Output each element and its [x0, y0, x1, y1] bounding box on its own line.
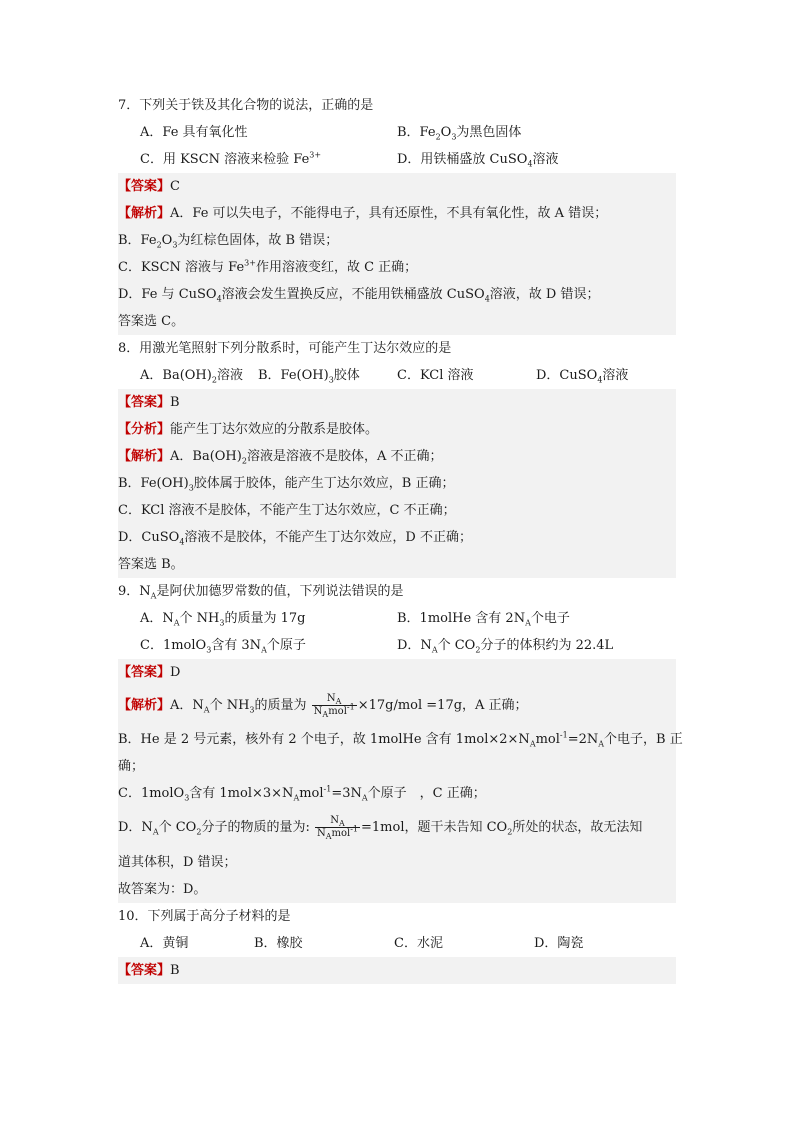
q7-solution-block	[118, 173, 676, 335]
q9-answer: 【答案】D	[118, 665, 181, 680]
q9-option-c: C．1molO$_3$含有 $3N_A$个原子	[140, 638, 306, 655]
q9-analysis-line: 确；	[118, 759, 145, 774]
q10-option-a: A．黄铜	[140, 936, 189, 951]
q7-option-a: A．Fe 具有氧化性	[140, 125, 248, 140]
q8-option-b: B．$Fe(OH)_3$胶体	[258, 368, 360, 385]
q10-stem: 10．下列属于高分子材料的是	[118, 909, 291, 924]
q10-option-c: C．水泥	[394, 936, 443, 951]
q9-conclusion: 故答案为：D。	[118, 882, 207, 897]
q7-option-c: C．用 KSCN 溶液来检验 $Fe^{3+}$	[140, 150, 322, 167]
q8-analysis-line: C．KCl 溶液不是胶体，不能产生丁达尔效应，C 不正确；	[118, 503, 456, 518]
q7-option-b: B．$Fe_2O_3$为黑色固体	[397, 125, 522, 142]
document-page	[118, 92, 683, 984]
q10-solution-block	[118, 957, 676, 984]
q9-fraction: $\frac{N_A}{N_Amol^{-1}}$	[313, 693, 355, 719]
q8-option-a: A．$Ba(OH)_2$溶液	[140, 368, 243, 385]
q7-analysis-line: C．KSCN 溶液与 $Fe^{3+}$作用溶液变红，故 C 正确；	[118, 258, 418, 275]
q9-analysis-line: 道其体积，D 错误；	[118, 855, 237, 870]
q7-answer: 【答案】C	[118, 179, 180, 194]
q9-option-d: D．$N_A$个 $CO_2$分子的体积约为 22.4L	[397, 638, 614, 655]
q10-options-row	[118, 930, 676, 957]
q10-option-d: D．陶瓷	[534, 936, 584, 951]
q8-options-row	[118, 362, 676, 389]
q9-stem: 9．$N_A$是阿伏加德罗常数的值，下列说法错误的是	[118, 584, 404, 601]
q9-analysis-line: D．$N_A$个 $CO_2$分子的物质的量为: $\frac{N_A}{N_Amol^{-1}}$ =1mol，题干未告知 $CO_2$所处的状态，故无法知	[118, 815, 643, 841]
q9-options-row1	[118, 605, 676, 632]
q8-stem: 8．用激光笔照射下列分散系时，可能产生丁达尔效应的是	[118, 341, 452, 356]
q9-fraction: $\frac{N_A}{N_Amol^{-1}}$	[316, 815, 358, 841]
q7-options-row1	[118, 119, 676, 146]
q9-option-b: B．1molHe 含有 $2N_A$个电子	[397, 611, 570, 628]
q8-option-d: D．CuSO$_4$溶液	[536, 368, 629, 385]
q9-options-row2	[118, 632, 676, 659]
q7-analysis-line: D．Fe 与 CuSO$_4$溶液会发生置换反应，不能用铁桶盛放 CuSO$_4$溶液，故 D 错误；	[118, 287, 600, 304]
q9-solution-block	[118, 659, 683, 903]
q8-solution-block	[118, 389, 676, 578]
q9-analysis-line: 【解析】A．$N_A$个 $NH_3$的质量为 $\frac{N_A}{N_Amol^{-1}}$ ×17g/mol =17g，A 正确；	[118, 693, 528, 719]
q8-analysis-line: D．CuSO$_4$溶液不是胶体，不能产生丁达尔效应，D 不正确；	[118, 530, 472, 547]
q9-analysis-line: C．1molO$_3$含有 $1mol\times 3\times N_Amol^{-1}=3N_A$个原子 ，C 正确；	[118, 784, 486, 803]
q8-analysis-summary: 【分析】能产生丁达尔效应的分散系是胶体。	[118, 422, 379, 437]
q8-analysis-line: B．$Fe(OH)_3$胶体属于胶体，能产生丁达尔效应，B 正确；	[118, 476, 455, 493]
q9-option-a: A．$N_A$个 $NH_3$的质量为 17g	[140, 611, 306, 628]
q10-answer: 【答案】B	[118, 963, 180, 978]
q7-options-row2	[118, 146, 676, 173]
q7-option-d: D．用铁桶盛放 CuSO$_4$溶液	[397, 152, 559, 169]
q10-option-b: B．橡胶	[254, 936, 303, 951]
q7-conclusion: 答案选 C。	[118, 314, 185, 329]
q9-analysis-line: B．He 是 2 号元素，核外有 2 个电子，故 1molHe 含有 $1mol\times 2\times N_Amol^{-1}=2N_A$个电子，B 正	[118, 730, 683, 749]
q8-option-c: C．KCl 溶液	[397, 368, 474, 383]
q8-analysis-line: 【解析】A．$Ba(OH)_2$溶液是溶液不是胶体，A 不正确；	[118, 449, 443, 466]
q8-answer: 【答案】B	[118, 395, 180, 410]
q7-analysis-line: B．$Fe_2O_3$为红棕色固体，故 B 错误；	[118, 233, 339, 250]
q8-conclusion: 答案选 B。	[118, 557, 184, 572]
q7-stem: 7．下列关于铁及其化合物的说法，正确的是	[118, 98, 374, 113]
q7-analysis-line: 【解析】A．Fe 可以失电子，不能得电子，具有还原性，不具有氧化性，故 A 错误；	[118, 206, 608, 221]
